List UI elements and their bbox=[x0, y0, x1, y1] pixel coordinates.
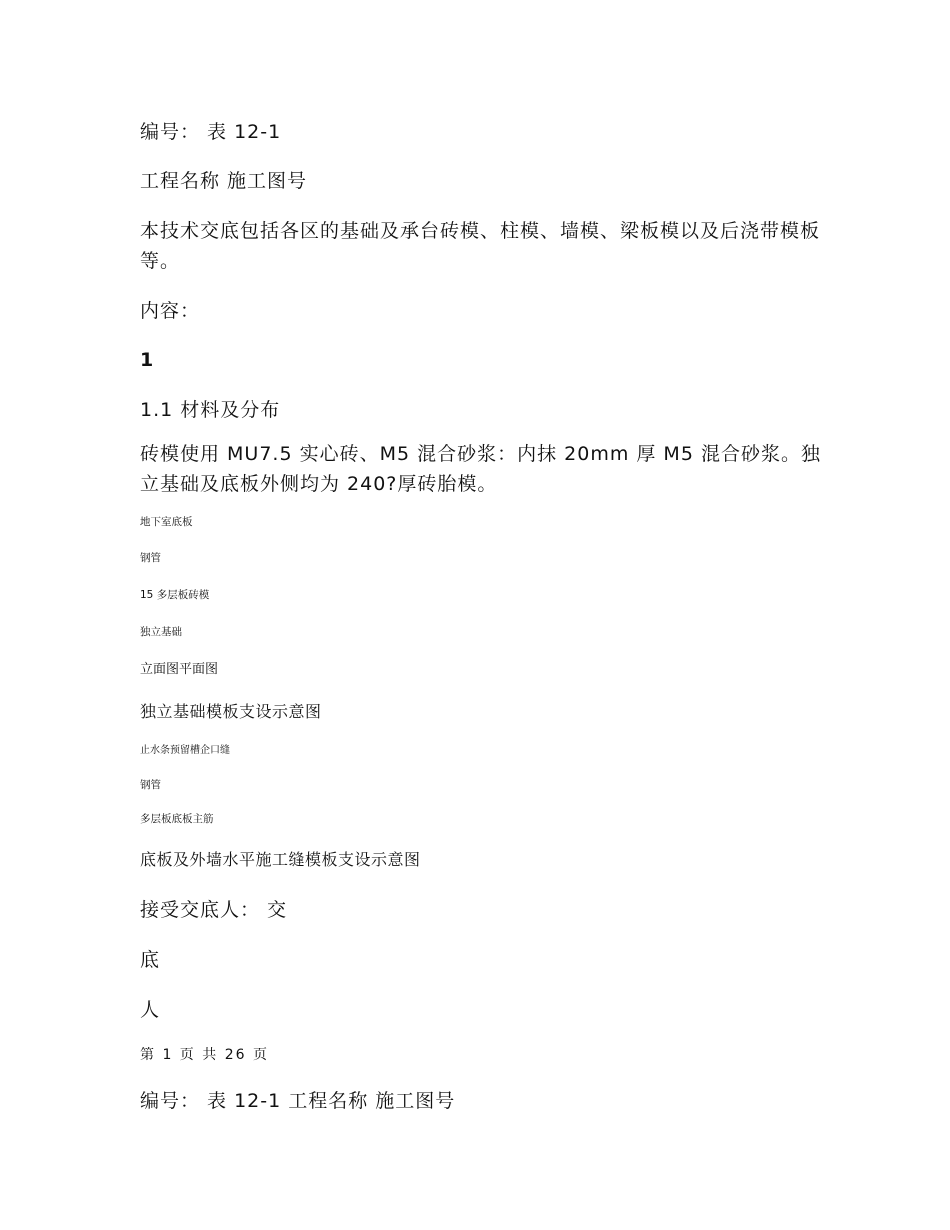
figure2-label-plywood-rebar: 多层板底板主筋 bbox=[140, 813, 214, 825]
form-number: 编号： 表 12-1 bbox=[140, 121, 282, 143]
figure2-caption: 底板及外墙水平施工缝模板支设示意图 bbox=[140, 850, 421, 869]
figure1-label-isolated-footing: 独立基础 bbox=[140, 626, 182, 638]
figure1-label-plywood-brick-mold: 15 多层板砖模 bbox=[140, 589, 210, 601]
figure1-view-label: 立面图平面图 bbox=[140, 662, 219, 677]
figure2-label-waterstop: 止水条预留槽企口缝 bbox=[140, 745, 230, 756]
discloser-char-1: 底 bbox=[140, 949, 161, 971]
section-number: 1 bbox=[140, 349, 155, 371]
content-label: 内容： bbox=[140, 300, 201, 322]
materials-paragraph: 砖模使用 MU7.5 实心砖、M5 混合砂浆：内抹 20mm 厚 M5 混合砂浆。独立基础及底板外侧均为 240?厚砖胎模。 bbox=[140, 443, 821, 495]
subsection-title: 1.1 材料及分布 bbox=[140, 399, 281, 421]
project-name-line: 工程名称 施工图号 bbox=[140, 170, 308, 192]
figure1-label-basement-slab: 地下室底板 bbox=[140, 516, 193, 528]
discloser-char-2: 人 bbox=[140, 999, 161, 1021]
receiver-signature-line: 接受交底人： 交 bbox=[140, 899, 288, 921]
figure2-label-steel-pipe: 钢管 bbox=[140, 779, 161, 791]
intro-paragraph: 本技术交底包括各区的基础及承台砖模、柱模、墙模、梁板模以及后浇带模板等。 bbox=[140, 220, 821, 272]
next-page-header: 编号： 表 12-1 工程名称 施工图号 bbox=[140, 1090, 456, 1112]
figure1-label-steel-pipe: 钢管 bbox=[140, 552, 161, 564]
figure1-caption: 独立基础模板支设示意图 bbox=[140, 702, 322, 721]
page-counter: 第 1 页 共 26 页 bbox=[140, 1047, 269, 1063]
